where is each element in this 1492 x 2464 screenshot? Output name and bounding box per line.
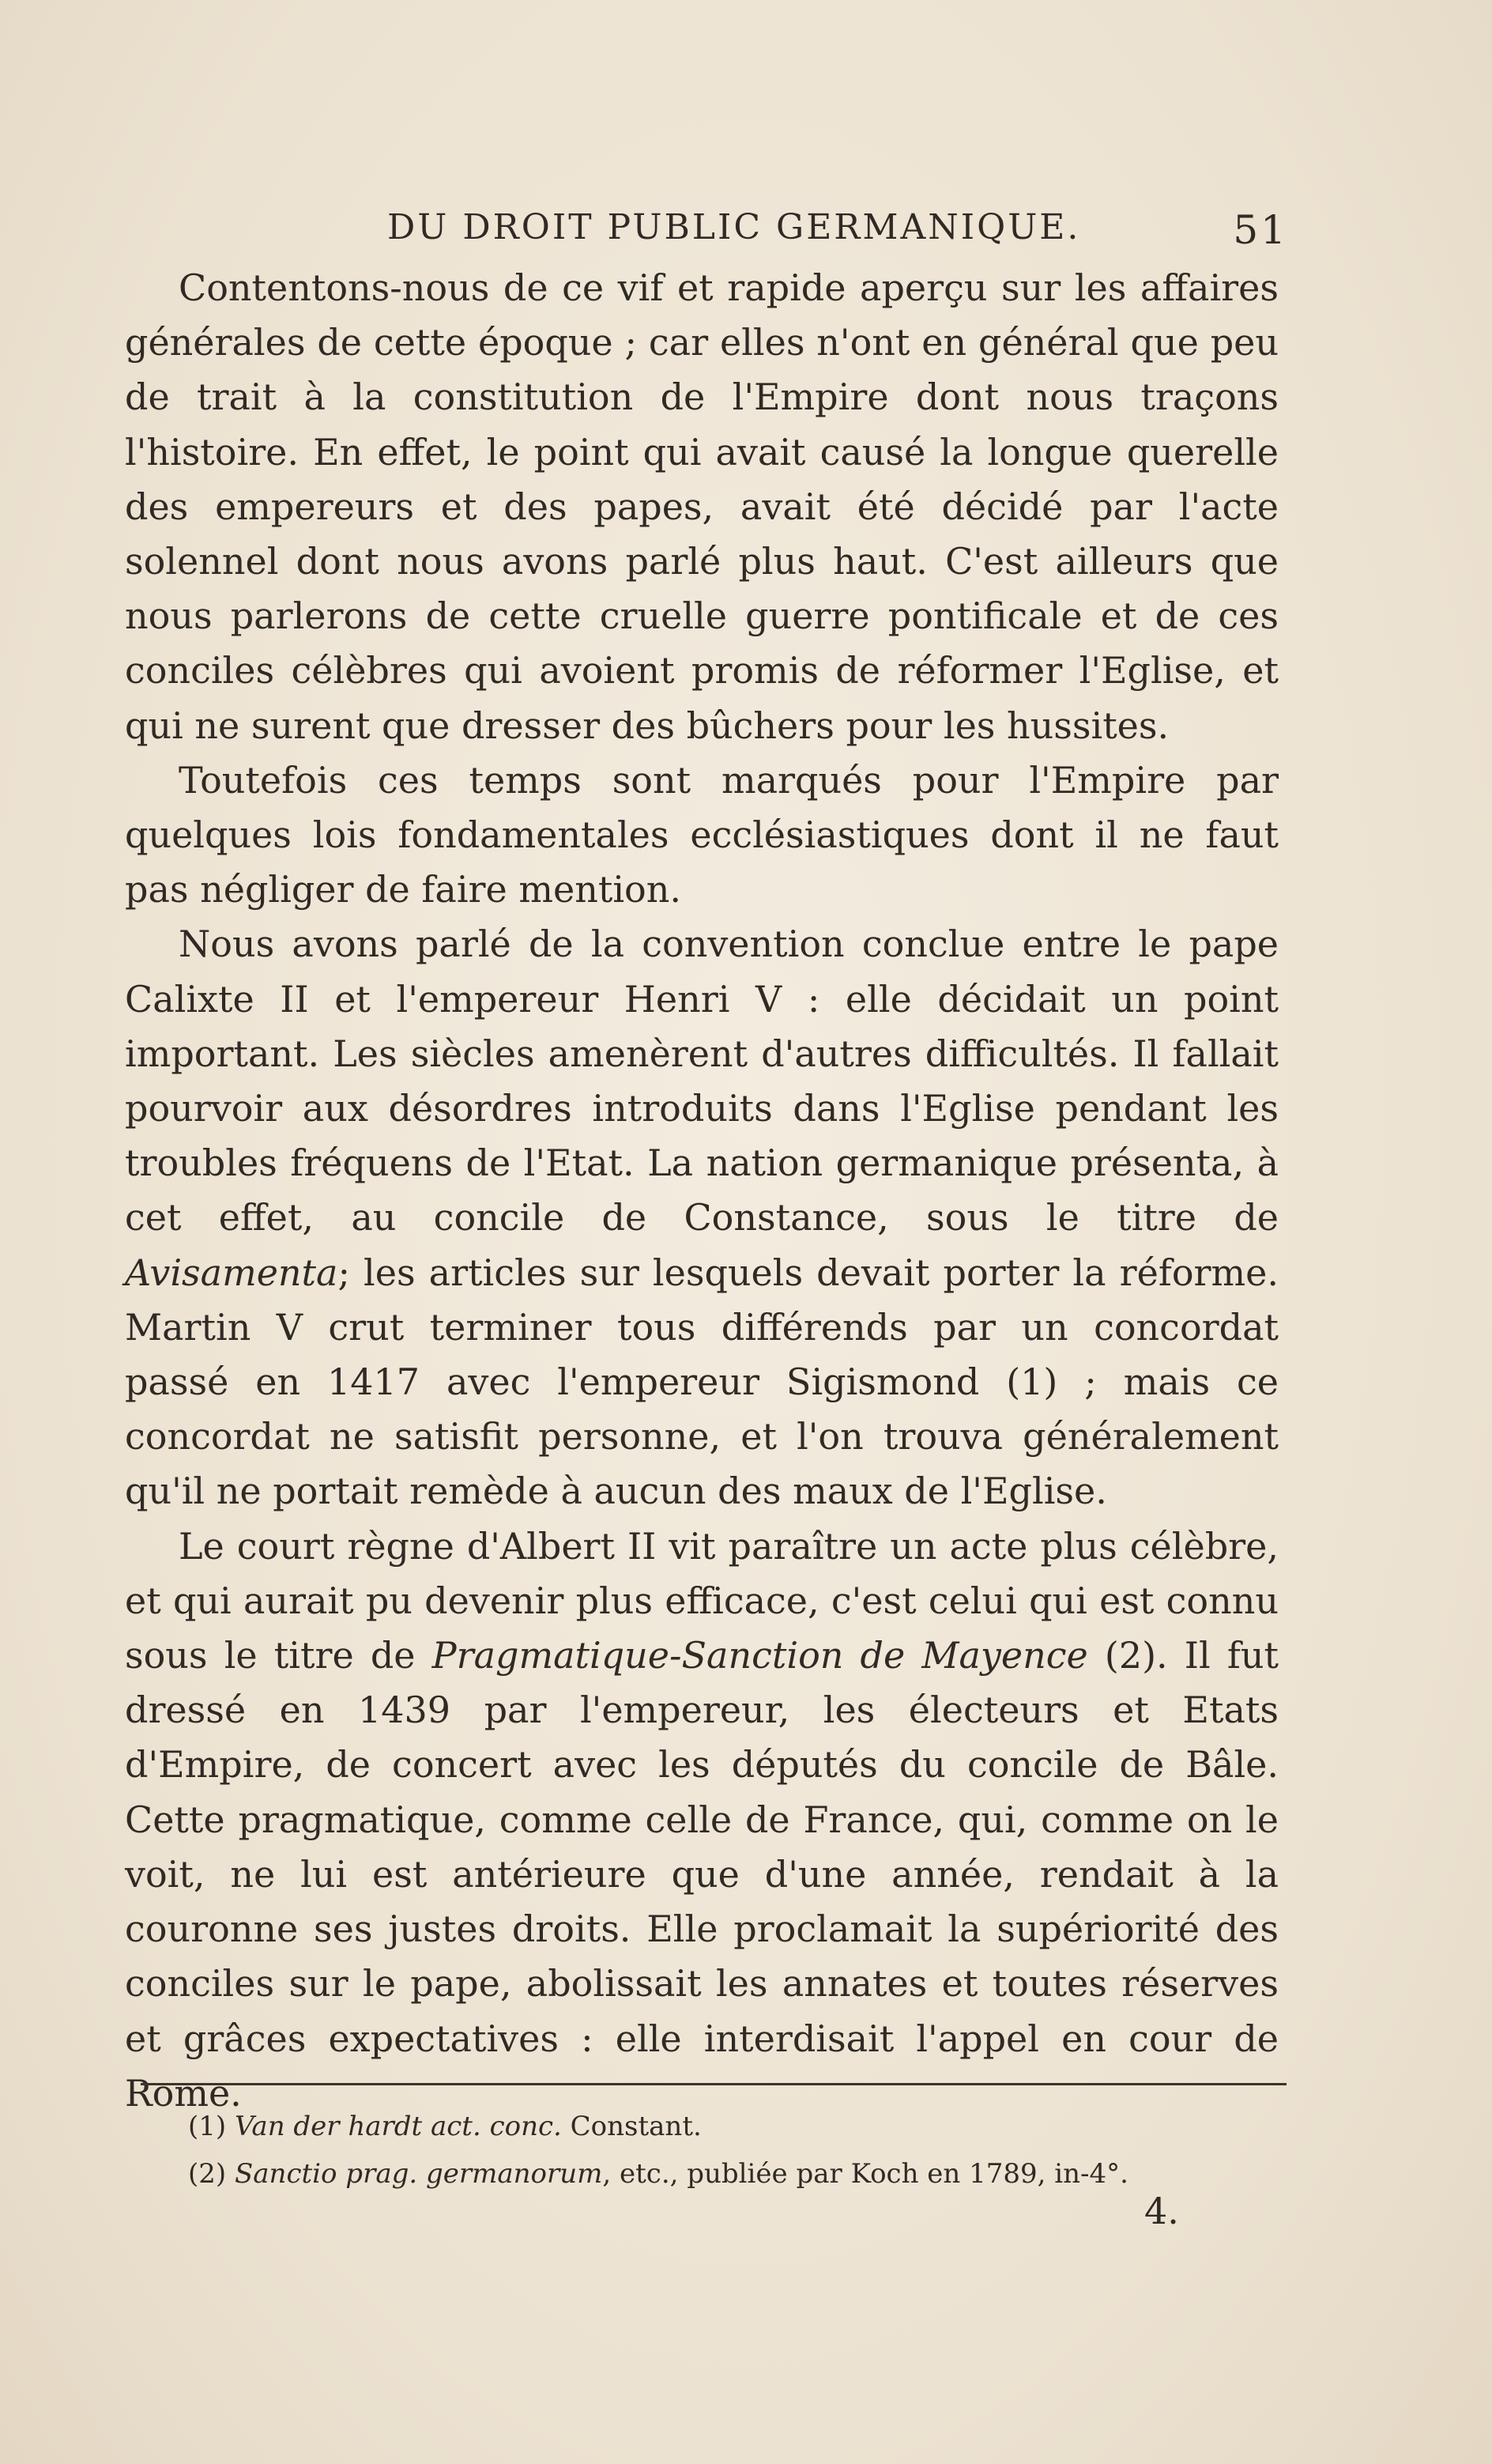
running-title: DU DROIT PUBLIC GERMANIQUE. <box>387 207 1081 247</box>
paragraph: Nous avons parlé de la convention conclue entre le pape Calixte II et l'empereur Henri V : elle décidait un point important. Les siècles amenèrent d'autres difficultés. Il fallait pourvoir aux désordres introduits dans l'Eglise pendant les troubles fréquens de l'Etat. La nation germanique présenta, à cet effet, au concile de Constance, sous le titre de Avisamenta; les articles sur lesquels devait porter la réforme. Martin V crut terminer tous différends par un concordat passé en 1417 avec l'empereur Sigismond (1) ; mais ce concordat ne satisfit personne, et l'on trouva généralement qu'il ne portait remède à aucun des maux de l'Eglise. <box>125 923 1279 1513</box>
body-text <box>125 261 1279 2121</box>
paragraph: Contentons-nous de ce vif et rapide aperçu sur les affaires générales de cette époque ; car elles n'ont en général que peu de trait à la constitution de l'Empire dont nous traçons l'histoire. En effet, le point qui avait causé la longue querelle des empereurs et des papes, avait été décidé par l'acte solennel dont nous avons parlé plus haut. C'est ailleurs que nous parlerons de cette cruelle guerre pontificale et de ces conciles célèbres qui avoient promis de réformer l'Eglise, et qui ne surent que dresser des bûchers pour les hussites. <box>125 266 1279 747</box>
paragraph: Le court règne d'Albert II vit paraître un acte plus célèbre, et qui aurait pu devenir plus efficace, c'est celui qui est connu sous le titre de Pragmatique-Sanction de Mayence (2). Il fut dressé en 1439 par l'empereur, les électeurs et Etats d'Empire, de concert avec les députés du concile de Bâle. Cette pragmatique, comme celle de France, qui, comme on le voit, ne lui est antérieure que d'une année, rendait à la couronne ses justes droits. Elle proclamait la supériorité des conciles sur le pape, abolissait les annates et toutes réserves et grâces expectatives : elle interdisait l'appel en cour de Rome. <box>125 1524 1279 2115</box>
footnotes <box>188 2103 1279 2198</box>
footnote: (2) Sanctio prag. germanorum, etc., publiée par Koch en 1789, in-4°. <box>188 2158 1128 2190</box>
italic-title: Avisamenta <box>125 1251 338 1294</box>
page-header <box>348 207 1304 262</box>
footnote-marker: (1) <box>188 2111 227 2142</box>
footnote: (1) Van der hardt act. conc. Constant. <box>188 2111 702 2142</box>
page-number: 51 <box>1233 207 1288 253</box>
paragraph: Toutefois ces temps sont marqués pour l'Empire par quelques lois fondamentales ecclésiastiques dont il ne faut pas négliger de faire mention. <box>125 758 1279 911</box>
footnote-divider <box>141 2083 1287 2085</box>
signature-mark: 4. <box>1144 2190 1179 2232</box>
italic-title: Pragmatique-Sanction de Mayence <box>431 1634 1088 1677</box>
footnote-marker: (2) <box>188 2158 227 2190</box>
